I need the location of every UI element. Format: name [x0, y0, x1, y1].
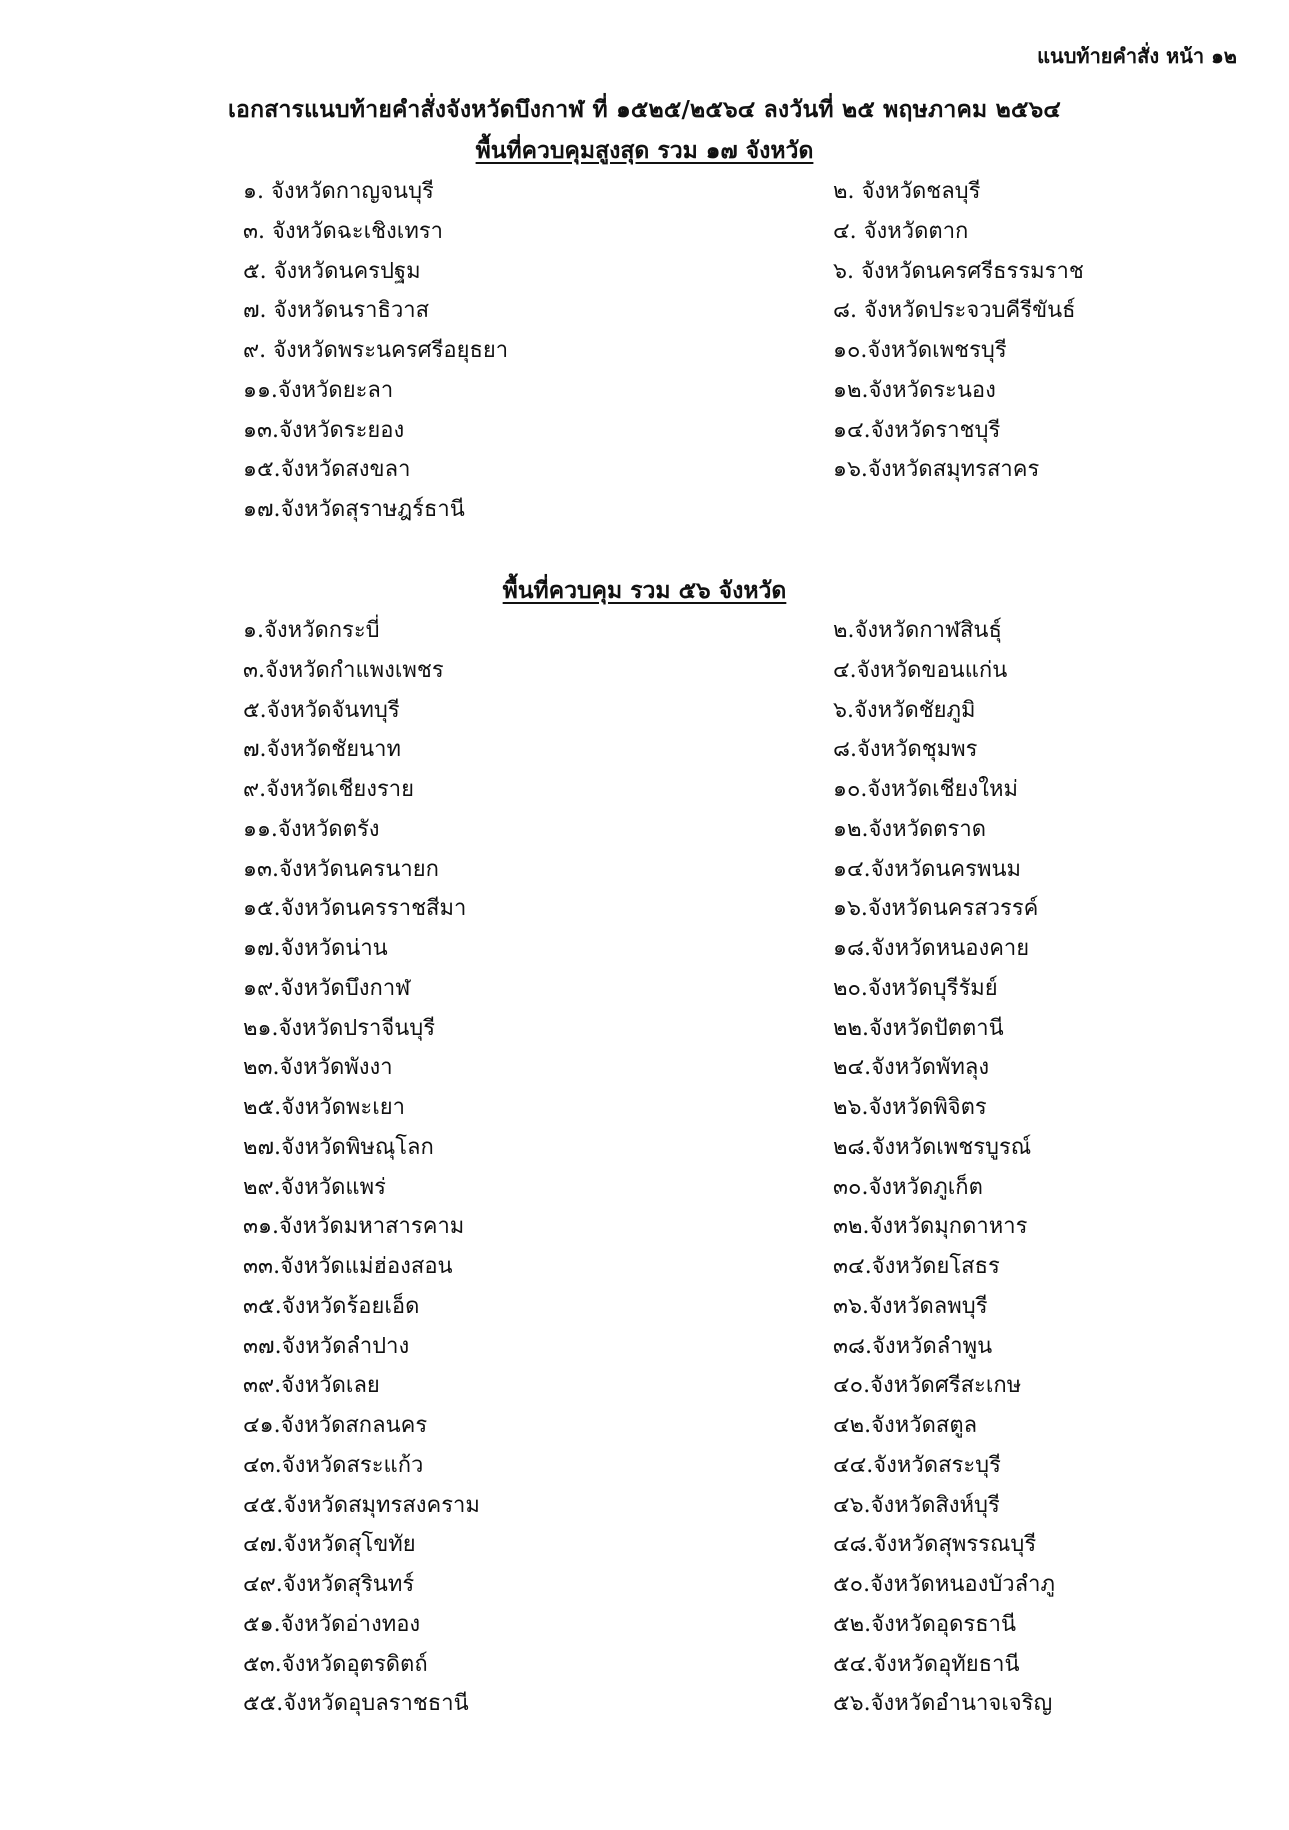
- province-list-item: ๓๗.จังหวัดลำปาง: [243, 1333, 410, 1359]
- province-list-item: ๓๙.จังหวัดเลย: [243, 1373, 380, 1399]
- province-list-item: ๓๒.จังหวัดมุกดาหาร: [833, 1214, 1028, 1240]
- province-list-item: ๕๔.จังหวัดอุทัยธานี: [833, 1651, 1020, 1677]
- control-list-left: [243, 611, 480, 1724]
- page-number-label: แนบท้ายคำสั่ง หน้า ๑๒: [1037, 44, 1237, 68]
- province-list-item: ๓.จังหวัดกำแพงเพชร: [243, 657, 444, 683]
- province-list-item: ๑๔.จังหวัดราชบุรี: [833, 417, 1001, 443]
- province-list-item: ๓๑.จังหวัดมหาสารคาม: [243, 1214, 465, 1240]
- province-list-item: ๙.จังหวัดเชียงราย: [243, 777, 415, 802]
- province-list-item: ๕๕.จังหวัดอุบลราชธานี: [243, 1691, 469, 1717]
- province-list-item: ๒๙.จังหวัดแพร่: [243, 1174, 386, 1200]
- province-list-item: ๘. จังหวัดประจวบคีรีขันธ์: [833, 298, 1076, 324]
- province-list-item: ๑๐.จังหวัดเชียงใหม่: [833, 777, 1018, 802]
- province-list-item: ๔. จังหวัดตาก: [833, 218, 969, 244]
- province-list-item: ๒.จังหวัดกาฬสินธุ์: [833, 618, 1002, 643]
- province-list-item: ๓๔.จังหวัดยโสธร: [833, 1254, 1000, 1279]
- province-list-item: ๑๖.จังหวัดสมุทรสาคร: [833, 457, 1040, 483]
- province-list-item: ๕.จังหวัดจันทบุรี: [243, 697, 400, 723]
- province-list-item: ๑๖.จังหวัดนครสวรรค์: [833, 896, 1039, 922]
- province-list-item: ๑๒.จังหวัดตราด: [833, 816, 986, 842]
- province-list-item: ๑๘.จังหวัดหนองคาย: [833, 936, 1030, 961]
- province-list-item: ๑.จังหวัดกระบี่: [243, 618, 380, 643]
- province-list-item: ๕๑.จังหวัดอ่างทอง: [243, 1611, 421, 1637]
- province-list-item: ๔.จังหวัดขอนแก่น: [833, 657, 1008, 683]
- province-list-item: ๓๐.จังหวัดภูเก็ต: [833, 1174, 983, 1200]
- province-list-item: ๓๕.จังหวัดร้อยเอ็ด: [243, 1293, 420, 1319]
- section-title-highest-control: พื้นที่ควบคุมสูงสุด รวม ๑๗ จังหวัด: [475, 137, 814, 164]
- province-list-item: ๕๒.จังหวัดอุดรธานี: [833, 1611, 1017, 1637]
- province-list-item: ๑๓.จังหวัดนครนายก: [243, 856, 439, 882]
- province-list-item: ๒๖.จังหวัดพิจิตร: [833, 1095, 987, 1120]
- province-list-item: ๔๔.จังหวัดสระบุรี: [833, 1452, 1001, 1478]
- province-list-item: ๑๔.จังหวัดนครพนม: [833, 856, 1021, 882]
- province-list-item: ๙. จังหวัดพระนครศรีอยุธยา: [243, 338, 509, 363]
- province-list-item: ๒๘.จังหวัดเพชรบูรณ์: [833, 1134, 1032, 1160]
- province-list-item: ๘.จังหวัดชุมพร: [833, 737, 978, 763]
- section-title-control: พื้นที่ควบคุม รวม ๕๖ จังหวัด: [502, 577, 787, 604]
- province-list-item: ๔๘.จังหวัดสุพรรณบุรี: [833, 1532, 1037, 1558]
- province-list-item: ๔๐.จังหวัดศรีสะเกษ: [833, 1373, 1022, 1399]
- province-list-item: ๓๓.จังหวัดแม่ฮ่องสอน: [243, 1254, 453, 1279]
- province-list-item: ๔๗.จังหวัดสุโขทัย: [243, 1532, 416, 1558]
- highest-control-list-left: [243, 172, 508, 530]
- province-list-item: ๒๐.จังหวัดบุรีรัมย์: [833, 975, 998, 1001]
- province-list-item: ๒๑.จังหวัดปราจีนบุรี: [243, 1015, 436, 1041]
- province-list-item: ๑๗.จังหวัดน่าน: [243, 936, 388, 961]
- province-list-item: ๑๙.จังหวัดบึงกาฬ: [243, 975, 411, 1001]
- province-list-item: ๒๕.จังหวัดพะเยา: [243, 1095, 406, 1120]
- province-list-item: ๖.จังหวัดชัยภูมิ: [833, 697, 976, 723]
- province-list-item: ๔๓.จังหวัดสระแก้ว: [243, 1452, 424, 1478]
- province-list-item: ๖. จังหวัดนครศรีธรรมราช: [833, 258, 1084, 284]
- province-list-item: ๔๖.จังหวัดสิงห์บุรี: [833, 1492, 1000, 1518]
- province-list-item: ๒๗.จังหวัดพิษณุโลก: [243, 1134, 434, 1160]
- province-list-item: ๑๕.จังหวัดนครราชสีมา: [243, 896, 467, 922]
- province-list-item: ๔๒.จังหวัดสตูล: [833, 1413, 978, 1438]
- province-list-item: ๒๓.จังหวัดพังงา: [243, 1055, 393, 1081]
- province-list-item: ๗.จังหวัดชัยนาท: [243, 737, 402, 763]
- province-list-item: ๑๑.จังหวัดยะลา: [243, 377, 394, 403]
- province-list-item: ๑๒.จังหวัดระนอง: [833, 377, 996, 403]
- province-list-item: ๗. จังหวัดนราธิวาส: [243, 298, 430, 324]
- province-list-item: ๑. จังหวัดกาญจนบุรี: [243, 179, 434, 204]
- province-list-item: ๑๑.จังหวัดตรัง: [243, 816, 380, 842]
- control-list-right: [833, 611, 1055, 1724]
- province-list-item: ๓. จังหวัดฉะเชิงเทรา: [243, 218, 443, 244]
- province-list-item: ๑๓.จังหวัดระยอง: [243, 417, 405, 443]
- highest-control-list-right: [833, 172, 1084, 490]
- province-list-item: ๔๑.จังหวัดสกลนคร: [243, 1413, 428, 1438]
- province-list-item: ๓๘.จังหวัดลำพูน: [833, 1333, 993, 1359]
- province-list-item: ๓๖.จังหวัดลพบุรี: [833, 1293, 988, 1319]
- province-list-item: ๔๙.จังหวัดสุรินทร์: [243, 1572, 415, 1597]
- province-list-item: ๕๓.จังหวัดอุตรดิตถ์: [243, 1651, 428, 1677]
- province-list-item: ๒๒.จังหวัดปัตตานี: [833, 1015, 1004, 1041]
- document-title: เอกสารแนบท้ายคำสั่งจังหวัดบึงกาฬ ที่ ๑๕๒๕/๒๕๖๔ ลงวันที่ ๒๕ พฤษภาคม ๒๕๖๔: [228, 96, 1061, 123]
- province-list-item: ๑๗.จังหวัดสุราษฎร์ธานี: [243, 497, 465, 522]
- province-list-item: ๒๔.จังหวัดพัทลุง: [833, 1055, 990, 1081]
- province-list-item: ๕๖.จังหวัดอำนาจเจริญ: [833, 1691, 1053, 1717]
- province-list-item: ๔๕.จังหวัดสมุทรสงคราม: [243, 1492, 480, 1518]
- province-list-item: ๑๐.จังหวัดเพชรบุรี: [833, 338, 1007, 363]
- province-list-item: ๕๐.จังหวัดหนองบัวลำภู: [833, 1572, 1055, 1597]
- province-list-item: ๕. จังหวัดนครปฐม: [243, 258, 421, 284]
- province-list-item: ๑๕.จังหวัดสงขลา: [243, 457, 411, 483]
- province-list-item: ๒. จังหวัดชลบุรี: [833, 179, 981, 204]
